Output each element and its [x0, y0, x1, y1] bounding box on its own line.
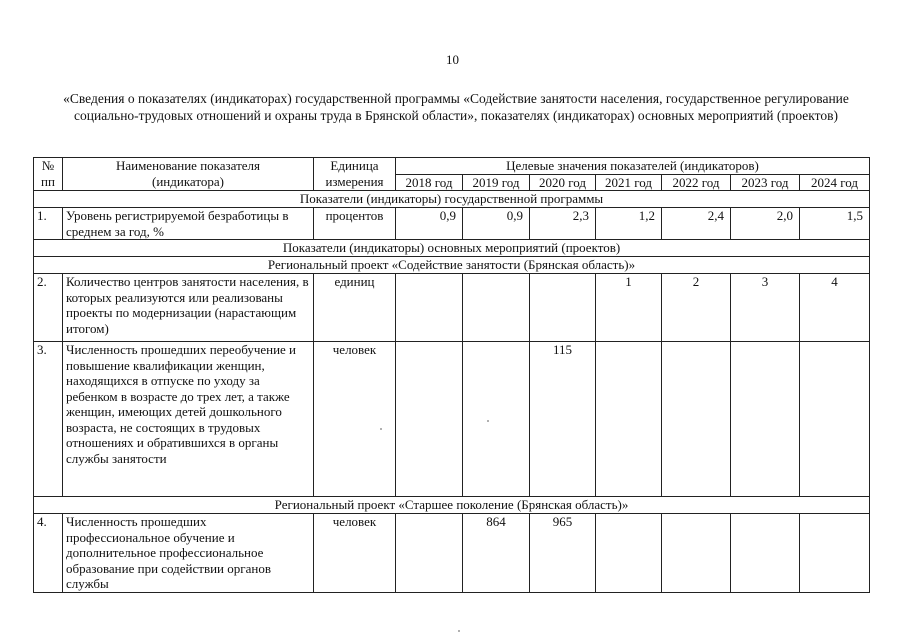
header-name: Наименование показателя (индикатора)	[63, 158, 314, 191]
row-value: 1	[596, 274, 662, 342]
section-program: Показатели (индикаторы) государственной программы	[34, 191, 870, 208]
row-value: 1,5	[800, 208, 870, 240]
row-value	[800, 514, 870, 593]
section-project-seniors: Региональный проект «Старшее поколение (Брянская область)»	[34, 497, 870, 514]
header-year: 2021 год	[596, 174, 662, 191]
table-row	[34, 514, 870, 593]
row-num: 4.	[34, 514, 63, 593]
row-value	[530, 274, 596, 342]
scan-speck	[380, 428, 382, 430]
row-value: 2,3	[530, 208, 596, 240]
header-year: 2024 год	[800, 174, 870, 191]
row-name: Численность прошедших профессиональное обучение и дополнительное профессиональное образование при содействии органов службы	[63, 514, 314, 593]
section-row	[34, 257, 870, 274]
indicators-table	[33, 157, 870, 593]
section-row	[34, 240, 870, 257]
scan-speck	[487, 420, 489, 422]
header-year: 2018 год	[396, 174, 463, 191]
section-row	[34, 191, 870, 208]
section-row	[34, 497, 870, 514]
row-unit: человек	[314, 514, 396, 593]
row-value	[396, 342, 463, 497]
table-row	[34, 274, 870, 342]
document-title: «Сведения о показателях (индикаторах) государственной программы «Содействие занятости населения, государственное регулирование социально-трудовых отношений и охраны труда в Брянской области», показателях (индикаторах) основных мероприятий (проектов)	[63, 91, 849, 123]
row-value	[731, 514, 800, 593]
row-num: 2.	[34, 274, 63, 342]
section-project-employment: Региональный проект «Содействие занятости (Брянская область)»	[34, 257, 870, 274]
page-number: 10	[446, 52, 459, 67]
row-value: 3	[731, 274, 800, 342]
row-value	[396, 514, 463, 593]
scan-speck	[458, 630, 460, 632]
row-value	[731, 342, 800, 497]
row-value	[596, 342, 662, 497]
row-num: 3.	[34, 342, 63, 497]
row-unit: человек	[314, 342, 396, 497]
header-targets: Целевые значения показателей (индикаторов)	[396, 158, 870, 175]
row-value	[662, 514, 731, 593]
header-year: 2022 год	[662, 174, 731, 191]
row-value	[662, 342, 731, 497]
table-row	[34, 342, 870, 497]
row-value	[463, 342, 530, 497]
row-value: 4	[800, 274, 870, 342]
row-value: 115	[530, 342, 596, 497]
row-value: 2,0	[731, 208, 800, 240]
row-name: Количество центров занятости населения, в которых реализуются или реализованы проекты по модернизации (нарастающим итогом)	[63, 274, 314, 342]
row-value: 1,2	[596, 208, 662, 240]
row-value	[463, 274, 530, 342]
row-value: 965	[530, 514, 596, 593]
row-value	[596, 514, 662, 593]
row-value: 864	[463, 514, 530, 593]
header-year: 2020 год	[530, 174, 596, 191]
row-unit: процентов	[314, 208, 396, 240]
row-value: 2	[662, 274, 731, 342]
row-value	[396, 274, 463, 342]
row-name: Численность прошедших переобучение и повышение квалификации женщин, находящихся в отпуске по уходу за ребенком в возрасте до трех лет, а также женщин, имеющих детей дошкольного возраста, не состоящих в трудовых отношениях и обратившихся в органы службы занятости	[63, 342, 314, 497]
row-value: 0,9	[396, 208, 463, 240]
header-num: № пп	[34, 158, 63, 191]
header-unit: Единица измерения	[314, 158, 396, 191]
row-num: 1.	[34, 208, 63, 240]
row-value	[800, 342, 870, 497]
table-row	[34, 208, 870, 240]
row-name: Уровень регистрируемой безработицы в среднем за год, %	[63, 208, 314, 240]
row-value: 0,9	[463, 208, 530, 240]
row-unit: единиц	[314, 274, 396, 342]
header-year: 2023 год	[731, 174, 800, 191]
row-value: 2,4	[662, 208, 731, 240]
header-row-1	[34, 158, 870, 175]
section-main-events: Показатели (индикаторы) основных мероприятий (проектов)	[34, 240, 870, 257]
header-year: 2019 год	[463, 174, 530, 191]
